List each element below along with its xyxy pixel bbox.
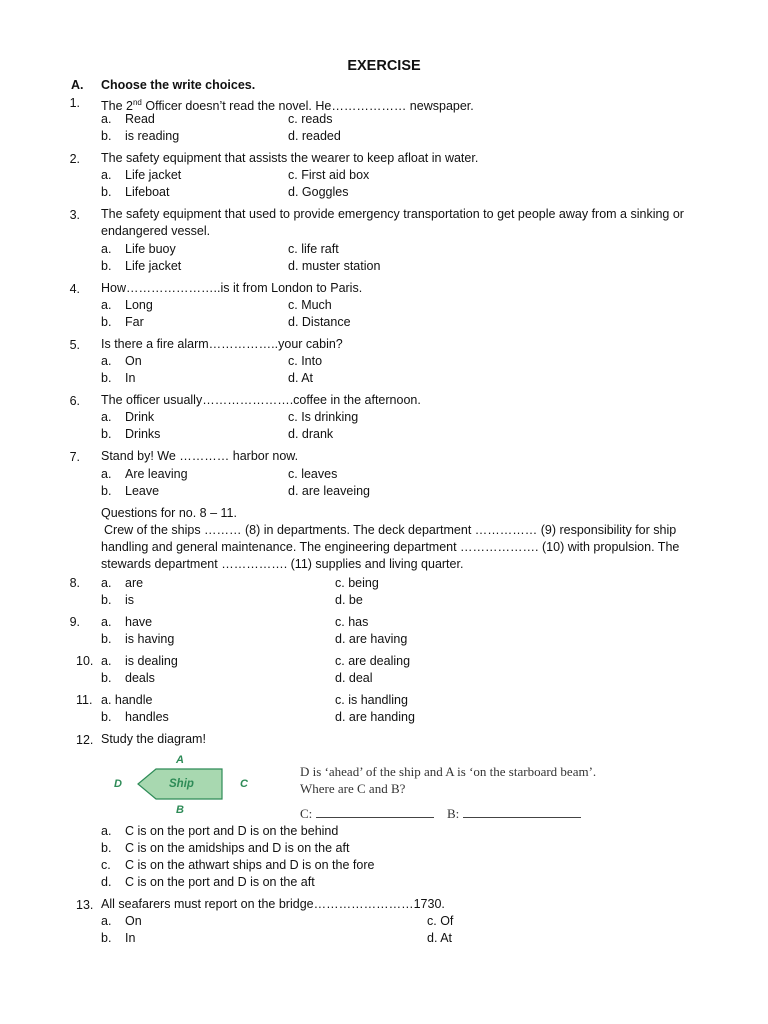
- option-d: d. be: [335, 593, 363, 607]
- question-number: 3.: [69, 208, 80, 222]
- option-a-letter: a.: [101, 410, 112, 424]
- option-b: deals: [125, 671, 155, 685]
- question-text: The safety equipment that assists the wearer to keep afloat in water.: [101, 151, 479, 165]
- option-c: c. is handling: [335, 693, 408, 707]
- question-number: 1.: [69, 96, 80, 110]
- option-a: Read: [125, 112, 155, 126]
- option-d: d. drank: [288, 427, 334, 441]
- question-number: 9.: [69, 615, 80, 629]
- option-c: c. Of: [427, 914, 454, 928]
- option-a-letter: a.: [101, 354, 112, 368]
- option-c: c. leaves: [288, 467, 338, 481]
- option-d: d. are leaveing: [288, 484, 371, 498]
- option-b-letter: b.: [101, 484, 112, 498]
- section-instruction: Choose the write choices.: [101, 78, 256, 92]
- option-b: C is on the amidships and D is on the aft: [125, 841, 350, 855]
- option-b-letter: b.: [101, 710, 112, 724]
- option-a-letter: a.: [101, 298, 112, 312]
- option-a-letter: a.: [101, 576, 112, 590]
- option-a: Long: [125, 298, 153, 312]
- option-a: Life jacket: [125, 168, 182, 182]
- option-d: d. are having: [335, 632, 408, 646]
- option-b: Drinks: [125, 427, 161, 441]
- question-number: 4.: [69, 282, 80, 296]
- option-d: d. readed: [288, 129, 341, 143]
- question-text: All seafarers must report on the bridge……………………1730.: [101, 897, 445, 911]
- option-c: c. First aid box: [288, 168, 370, 182]
- question-number: 5.: [69, 338, 80, 352]
- option-a: a. handle: [101, 693, 153, 707]
- option-b-letter: b.: [101, 185, 112, 199]
- diagram-prompt: D is ‘ahead’ of the ship and A is ‘on the starboard beam’. Where are C and B?: [300, 764, 597, 796]
- question-text: Stand by! We ………… harbor now.: [101, 449, 299, 463]
- option-c: c. being: [335, 576, 379, 590]
- label-a: A: [176, 754, 184, 766]
- option-d: d. are handing: [335, 710, 415, 724]
- option-a: On: [125, 914, 142, 928]
- option-b-letter: b.: [101, 931, 112, 945]
- option-a: have: [125, 615, 153, 629]
- option-d-letter: d.: [101, 875, 112, 889]
- option-b-letter: b.: [101, 371, 112, 385]
- question-text: Is there a fire alarm……………..your cabin?: [101, 337, 343, 351]
- option-a-letter: a.: [101, 824, 112, 838]
- option-a: On: [125, 354, 142, 368]
- option-c: c. life raft: [288, 242, 339, 256]
- section-label: A.: [71, 78, 84, 92]
- option-a: Drink: [125, 410, 155, 424]
- option-a: C is on the port and D is on the behind: [125, 824, 339, 838]
- label-b: B: [176, 804, 184, 816]
- passage-heading: Questions for no. 8 – 11.: [101, 506, 237, 520]
- option-d: d. At: [427, 931, 453, 945]
- option-b: Leave: [125, 484, 160, 498]
- question-number: 13.: [76, 898, 94, 912]
- option-b: Lifeboat: [125, 185, 170, 199]
- label-c: C: [240, 778, 248, 790]
- ship-diagram: [110, 750, 270, 820]
- option-b: Far: [125, 315, 144, 329]
- option-d: d. Distance: [288, 315, 351, 329]
- option-c: c. are dealing: [335, 654, 411, 668]
- question-text: The officer usually………………….coffee in the afternoon.: [101, 393, 421, 407]
- option-b-letter: b.: [101, 315, 112, 329]
- question-text: How…………………..is it from London to Paris.: [101, 281, 363, 295]
- passage-text: Crew of the ships ……… (8) in departments. The deck department …………… (9) responsibility for ship handling and general maintenance. The engineering department ………………. (10) with propulsion. The stewards department ……………. (11) supplies and living quarter.: [101, 523, 680, 571]
- option-d: C is on the port and D is on the aft: [125, 875, 315, 889]
- option-d: d. At: [288, 371, 314, 385]
- b-answer-line: B:: [447, 806, 581, 821]
- option-b: handles: [125, 710, 169, 724]
- page-title: EXERCISE: [347, 58, 421, 74]
- option-b: is having: [125, 632, 175, 646]
- option-a-letter: a.: [101, 467, 112, 481]
- question-number: 2.: [69, 152, 80, 166]
- option-a: are: [125, 576, 144, 590]
- option-b-letter: b.: [101, 632, 112, 646]
- option-a-letter: a.: [101, 654, 112, 668]
- option-b-letter: b.: [101, 841, 112, 855]
- question-text: The 2nd Officer doesn’t read the novel. He……………… newspaper.: [101, 98, 474, 114]
- option-b: is: [125, 593, 135, 607]
- option-c: c. reads: [288, 112, 333, 126]
- option-d: d. deal: [335, 671, 373, 685]
- option-c: c. Much: [288, 298, 332, 312]
- option-b-letter: b.: [101, 259, 112, 273]
- option-b: is reading: [125, 129, 180, 143]
- option-a: Life buoy: [125, 242, 176, 256]
- option-a-letter: a.: [101, 112, 112, 126]
- option-c: c. Is drinking: [288, 410, 359, 424]
- question-text: Study the diagram!: [101, 732, 206, 746]
- question-text: The safety equipment that used to provide emergency transportation to get people away from a sinking or endangered vessel.: [101, 207, 684, 238]
- option-b: In: [125, 371, 136, 385]
- ship-label: Ship: [169, 778, 194, 790]
- option-a: Are leaving: [125, 467, 188, 481]
- option-c: c. Into: [288, 354, 323, 368]
- question-number: 12.: [76, 733, 94, 747]
- option-d: d. muster station: [288, 259, 381, 273]
- question-number: 11.: [76, 693, 93, 707]
- option-b: Life jacket: [125, 259, 182, 273]
- option-a-letter: a.: [101, 615, 112, 629]
- option-a-letter: a.: [101, 914, 112, 928]
- question-number: 6.: [69, 394, 80, 408]
- option-d: d. Goggles: [288, 185, 349, 199]
- option-a-letter: a.: [101, 168, 112, 182]
- option-b-letter: b.: [101, 593, 112, 607]
- option-b: In: [125, 931, 136, 945]
- option-c: c. has: [335, 615, 369, 629]
- option-b-letter: b.: [101, 671, 112, 685]
- option-c: C is on the athwart ships and D is on the fore: [125, 858, 375, 872]
- label-d: D: [114, 778, 122, 790]
- option-b-letter: b.: [101, 129, 112, 143]
- option-a: is dealing: [125, 654, 178, 668]
- c-answer-line: C:: [300, 806, 434, 821]
- question-number: 7.: [69, 450, 80, 464]
- option-c-letter: c.: [101, 858, 111, 872]
- option-a-letter: a.: [101, 242, 112, 256]
- option-b-letter: b.: [101, 427, 112, 441]
- question-number: 8.: [69, 576, 80, 590]
- question-number: 10.: [76, 654, 94, 668]
